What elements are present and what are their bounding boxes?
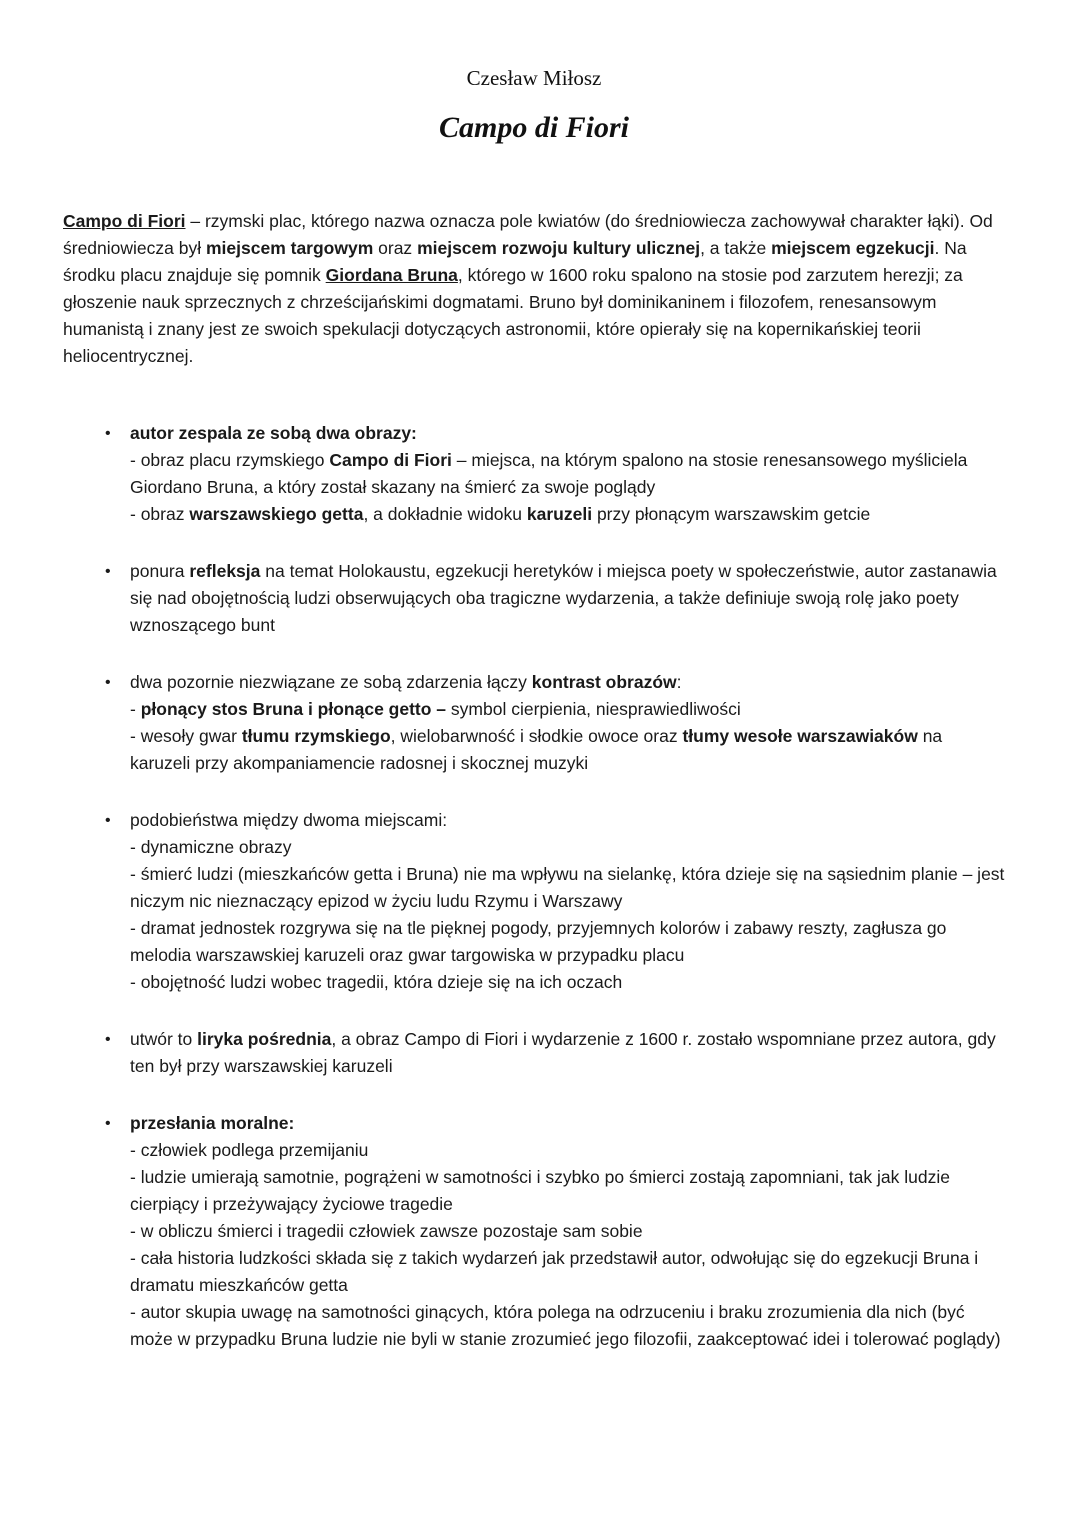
- text-run: podobieństwa między dwoma miejscami:: [130, 810, 448, 830]
- bullet-marker-icon: •: [105, 1115, 111, 1132]
- bullet-line: [130, 1137, 1005, 1164]
- text-run: tłumu rzymskiego: [241, 726, 391, 746]
- text-run: - człowiek podlega przemijaniu: [130, 1140, 369, 1160]
- text-run: miejscem egzekucji: [771, 238, 935, 258]
- bullet-item: [63, 420, 1005, 528]
- text-run: miejscem rozwoju kultury ulicznej: [417, 238, 701, 258]
- text-run: dwa pozornie niezwiązane ze sobą zdarzenia łączy: [130, 672, 532, 692]
- text-run: Campo di Fiori: [329, 450, 452, 470]
- text-run: warszawskiego getta: [189, 504, 364, 524]
- text-run: kontrast obrazów: [531, 672, 677, 692]
- bullet-line: [130, 1245, 1005, 1299]
- text-run: płonący stos Bruna i płonące getto –: [140, 699, 447, 719]
- bullet-line: [130, 969, 1005, 996]
- bullet-line: [130, 1164, 1005, 1218]
- text-run: , a także: [700, 238, 772, 258]
- bullet-line: [130, 834, 1005, 861]
- text-run: , wielobarwność i słodkie owoce oraz: [390, 726, 683, 746]
- bullet-marker-icon: •: [105, 563, 111, 580]
- bullet-marker-icon: •: [105, 425, 111, 442]
- bullet-line: [130, 861, 1005, 915]
- text-run: na temat Holokaustu, egzekucji heretyków i miejsca poety w społeczeństwie, autor zastanawia się nad obojętnością ludzi obserwujących oba tragiczne wydarzenia, a także definiuje swoją rolę jako poety wznoszącego bunt: [130, 561, 997, 635]
- text-run: - dramat jednostek rozgrywa się na tle pięknej pogody, przyjemnych kolorów i zabawy reszty, zagłusza go melodia warszawskiej karuzeli oraz gwar targowiska w przypadku placu: [130, 918, 947, 965]
- bullet-item: [63, 1026, 1005, 1080]
- bullet-line: [130, 558, 1005, 639]
- text-run: utwór to: [130, 1029, 198, 1049]
- text-run: tłumy wesołe warszawiaków: [682, 726, 918, 746]
- bullet-item: [63, 558, 1005, 639]
- text-run: . Na środku placu znajduje się pomnik: [63, 238, 967, 285]
- bullet-line: [130, 723, 1005, 777]
- bullet-line: [130, 420, 1005, 447]
- bullet-content: [130, 420, 1005, 528]
- bullet-content: [130, 1026, 1005, 1080]
- text-run: , a obraz Campo di Fiori i wydarzenie z 1600 r. zostało wspomniane przez autora, gdy ten był przy warszawskiej karuzeli: [130, 1029, 996, 1076]
- bullet-content: [130, 807, 1005, 996]
- text-run: - ludzie umierają samotnie, pogrążeni w samotności i szybko po śmierci zostają zapomniani, tak jak ludzie cierpiący i przeżywający życiowe tragedie: [130, 1167, 950, 1214]
- text-run: – miejsca, na którym spalono na stosie renesansowego myśliciela Giordano Bruna, a który został skazany na śmierć za swoje poglądy: [130, 450, 968, 497]
- bullet-line: [130, 807, 1005, 834]
- bullet-content: [130, 1110, 1005, 1353]
- text-run: karuzeli: [526, 504, 593, 524]
- text-run: przy płonącym warszawskim getcie: [592, 504, 871, 524]
- bullet-line: [130, 501, 1005, 528]
- text-run: oraz: [373, 238, 418, 258]
- bullet-content: [130, 669, 1005, 777]
- text-run: , a dokładnie widoku: [363, 504, 527, 524]
- bullet-line: [130, 1218, 1005, 1245]
- text-run: - obraz placu rzymskiego: [130, 450, 330, 470]
- text-run: - cała historia ludzkości składa się z takich wydarzeń jak przedstawił autor, odwołując się do egzekucji Bruna i dramatu mieszkańców getta: [130, 1248, 979, 1295]
- bullet-marker-icon: •: [105, 812, 111, 829]
- text-run: na karuzeli przy akompaniamencie radosnej i skocznej muzyki: [130, 726, 943, 773]
- bullet-item: [63, 669, 1005, 777]
- text-run: Campo di Fiori: [63, 211, 186, 231]
- text-run: - w obliczu śmierci i tragedii człowiek zawsze pozostaje sam sobie: [130, 1221, 643, 1241]
- text-run: przesłania moralne:: [130, 1113, 295, 1133]
- bullet-marker-icon: •: [105, 674, 111, 691]
- bullet-line: [130, 1026, 1005, 1080]
- bullet-line: [130, 447, 1005, 501]
- text-run: :: [676, 672, 682, 692]
- bullet-line: [130, 915, 1005, 969]
- text-run: - obraz: [130, 504, 190, 524]
- text-run: , którego w 1600 roku spalono na stosie pod zarzutem herezji; za głoszenie nauk sprzecznych z chrześcijańskimi dogmatami. Bruno był dominikaninem i filozofem, renesansowym humanistą i znany jest ze swoich spekulacji dotyczących astronomii, które opierały się na kopernikańskiej teorii heliocentrycznej.: [63, 265, 963, 366]
- text-run: - śmierć ludzi (mieszkańców getta i Bruna) nie ma wpływu na sielankę, która dzieje się na sąsiednim planie – jest niczym nic nieznaczący epizod w życiu ludu Rzymu i Warszawy: [130, 864, 1005, 911]
- bullet-line: [130, 1110, 1005, 1137]
- text-run: liryka pośrednia: [197, 1029, 332, 1049]
- text-run: - obojętność ludzi wobec tragedii, która dzieje się na ich oczach: [130, 972, 623, 992]
- text-run: refleksja: [189, 561, 261, 581]
- document-author: Czesław Miłosz: [466, 66, 602, 90]
- bullet-item: [63, 1110, 1005, 1353]
- bullet-line: [130, 669, 1005, 696]
- text-run: - autor skupia uwagę na samotności ginących, która polega na odrzuceniu i braku zrozumienia dla nich (być może w przypadku Bruna ludzie nie byli w stanie zrozumieć jego filozofii, zaakceptować idei i tolerować poglądy): [130, 1302, 1001, 1349]
- document-title: Campo di Fiori: [438, 111, 630, 144]
- bullet-line: [130, 1299, 1005, 1353]
- bullet-item: [63, 807, 1005, 996]
- text-run: Giordana Bruna: [325, 265, 458, 285]
- text-run: - wesoły gwar: [130, 726, 242, 746]
- text-run: -: [130, 699, 141, 719]
- text-run: – rzymski plac, którego nazwa oznacza pole kwiatów (do średniowiecza zachowywał charakter łąki). Od średniowiecza był: [63, 211, 993, 258]
- text-run: ponura: [130, 561, 190, 581]
- bullet-marker-icon: •: [105, 1031, 111, 1048]
- bullet-list: [63, 420, 1005, 1353]
- text-run: miejscem targowym: [205, 238, 374, 258]
- bullet-line: [130, 696, 1005, 723]
- intro-paragraph: [63, 208, 1005, 370]
- bullet-content: [130, 558, 1005, 639]
- text-run: symbol cierpienia, niesprawiedliwości: [446, 699, 741, 719]
- text-run: - dynamiczne obrazy: [130, 837, 292, 857]
- text-run: autor zespala ze sobą dwa obrazy:: [130, 423, 417, 443]
